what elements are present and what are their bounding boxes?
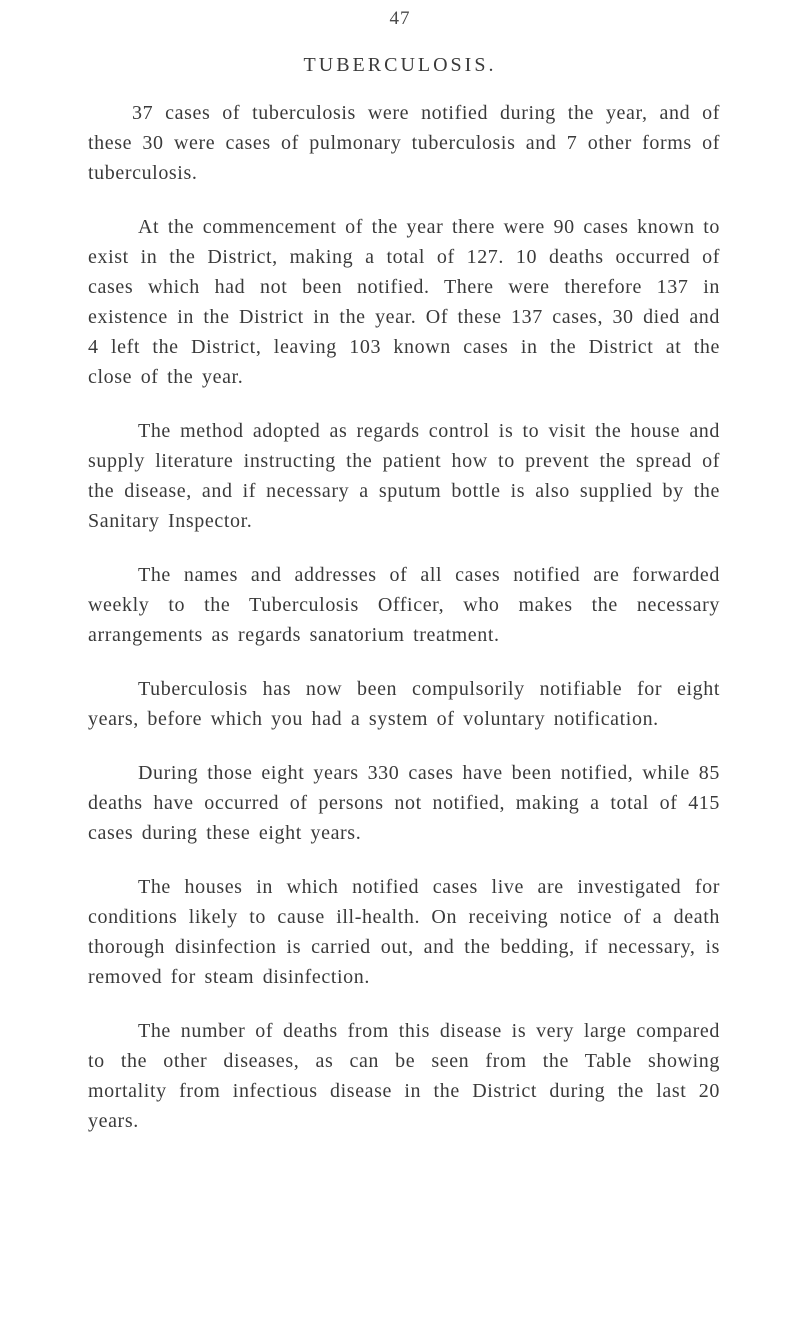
paragraph-disinfection: The houses in which notified cases live are investigated for conditions likely to cause ill-health. On receiving notice of a death thorough disinfection is carried out, and the bedding, if necessary, is removed for steam disinfection. xyxy=(88,876,720,988)
page-number: 47 xyxy=(389,8,411,29)
body-text xyxy=(88,98,720,1160)
paragraph-notifications: 37 cases of tuberculosis were notified during the year, and of these 30 were cases of pulmonary tuberculosis and 7 other forms of tuberculosis. xyxy=(88,102,720,184)
paragraph-forwarding: The names and addresses of all cases notified are forwarded weekly to the Tuberculosis Officer, who makes the necessary arrangements as regards sanatorium treatment. xyxy=(88,564,720,646)
paragraph-mortality: The number of deaths from this disease is very large compared to the other diseases, as can be seen from the Table showing mortality from infectious disease in the District during the last 20 years. xyxy=(88,1020,720,1132)
paragraph-control-method: The method adopted as regards control is to visit the house and supply literature instructing the patient how to prevent the spread of the disease, and if necessary a sputum bottle is also supplied by the Sanitary Inspector. xyxy=(88,420,720,532)
paragraph-eight-years: During those eight years 330 cases have been notified, while 85 deaths have occurred of persons not notified, making a total of 415 cases during these eight years. xyxy=(88,762,720,844)
section-title: TUBERCULOSIS. xyxy=(303,54,497,76)
paragraph-compulsory-notification: Tuberculosis has now been compulsorily notifiable for eight years, before which you had a system of voluntary notification. xyxy=(88,678,720,730)
paragraph-known-cases: At the commencement of the year there were 90 cases known to exist in the District, making a total of 127. 10 deaths occurred of cases which had not been notified. There were therefore 137 in existence in the District in the year. Of these 137 cases, 30 died and 4 left the District, leaving 103 known cases in the District at the close of the year. xyxy=(88,216,720,388)
